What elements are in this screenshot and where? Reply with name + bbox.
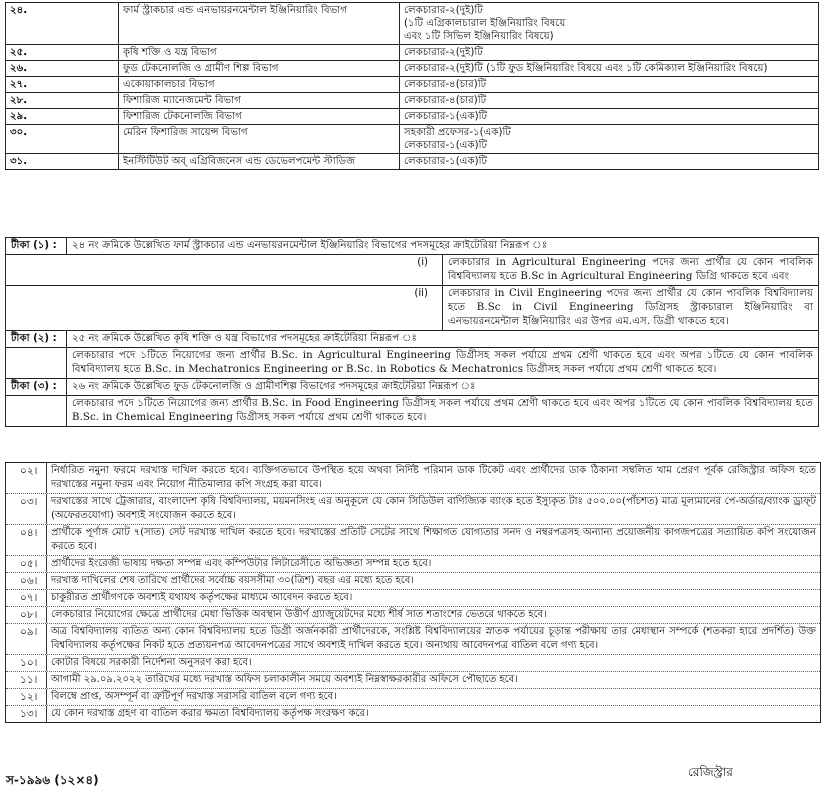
serial-number: ২৫. — [6, 45, 119, 61]
department-name: ফার্ম স্ট্রাকচার এন্ড এনভায়রনমেন্টাল ইঞ্জিনিয়ারিং বিভাগ — [119, 3, 400, 45]
position-row — [6, 109, 819, 125]
condition-item — [6, 689, 820, 706]
note-3-header — [6, 379, 819, 396]
post-details: লেকচারার-১(এক)টি — [400, 109, 819, 125]
post-details: লেকচারার-২(দুই)টি (১টি এগ্রিকালচারাল ইঞ্জিনিয়ারিং বিষয়ে এবং ১টি সিভিল ইঞ্জিনিয়ারিং বিষয়ে) — [400, 3, 819, 45]
note-2-header — [6, 331, 819, 348]
condition-number: ০৫। — [20, 558, 38, 570]
department-name: ফুড টেকনোলজি ও গ্রামীণ শিল্প বিভাগ — [119, 61, 400, 77]
condition-number: ০৩। — [20, 496, 38, 508]
note-3-body: লেকচারার পদে ১টিতে নিয়োগের জন্য প্রার্থীর B.Sc. in Food Engineering ডিগ্রীসহ সকল পর্যায়ে প্রথম শ্রেণী থাকতে হবে এবং অপর ১টিতে যে কোন পাবলিক বিশ্ববিদ্যালয় হতে B.Sc. in Chemical Engineering ডিগ্রীসহ সকল পর্যায়ে প্রথম শ্রেণী থাকতে হবে। — [67, 396, 819, 427]
department-name: কৃষি শক্তি ও যন্ত্র বিভাগ — [119, 45, 400, 61]
post-details: লেকচারার-৪(চার)টি — [400, 77, 819, 93]
note-2-body-row — [6, 348, 819, 379]
post-details: লেকচারার-৪(চার)টি — [400, 93, 819, 109]
position-row — [6, 61, 819, 77]
note-1-label: টীকা (১) : — [6, 238, 67, 255]
condition-item — [6, 494, 820, 525]
condition-text: প্রার্থীদের ইংরেজী ভাষায় দক্ষতা সম্পন্ন এবং কম্পিউটার লিটারেসীতে অভিজ্ঞতা সম্পন্ন হতে হবে। — [46, 556, 820, 572]
condition-text: যে কোন দরখাস্ত গ্রহণ বা বাতিল করার ক্ষমতা বিশ্ববিদ্যালয় কর্তৃপক্ষ সংরক্ষণ করে। — [46, 706, 820, 722]
serial-number: ২৮. — [6, 93, 119, 109]
serial-number: ৩১. — [6, 154, 119, 170]
department-name: ফিশারিজ টেকনোলজি বিভাগ — [119, 109, 400, 125]
note-1-heading: ২৪ নং ক্রমিকে উল্লেখিত ফার্ম স্ট্রাকচার এন্ড এনভায়রনমেন্টাল ইঞ্জিনিয়ারিং বিভাগের পদসমূহের ক্রাইটেরিয়া নিম্নরূপ ঃ — [67, 238, 819, 255]
condition-item — [6, 525, 820, 556]
post-details: লেকচারার-২(দুই)টি — [400, 45, 819, 61]
general-conditions-list — [5, 462, 821, 723]
position-row — [6, 77, 819, 93]
condition-number: ০৪। — [20, 527, 38, 539]
post-details: সহকারী প্রফেসর-১(এক)টি লেকচারার-১(এক)টি — [400, 125, 819, 154]
registrar-signature: রেজিস্ট্রার — [688, 765, 733, 779]
note-1-item-i-text: লেকচারার in Agricultural Engineering পদের জন্য প্রার্থীর যে কোন পাবলিক বিশ্ববিদ্যালয় হতে B.Sc in Agricultural Engineering ডিগ্রি থাকতে হবে এবং — [443, 255, 819, 286]
position-row — [6, 154, 819, 170]
department-name: ফিশারিজ ম্যানেজমেন্ট বিভাগ — [119, 93, 400, 109]
note-1-item-i-label: (i) — [6, 255, 443, 286]
condition-text: অত্র বিশ্ববিদ্যালয় ব্যতিত অন্য কোন বিশ্ববিদ্যালয় হতে ডিগ্রী অর্জনকারী প্রার্থীদেরকে, সংশ্লিষ্ট বিশ্ববিদ্যালয়ের স্নাতক পর্যায়ের চূড়ান্ত পরীক্ষায় তার মেধাস্থান সম্পর্কে (শতকরা হারে প্রদর্শিত) উক্ত বিশ্ববিদ্যালয় কর্তৃপক্ষের নিকট হতে প্রত্যয়নপত্র আবেদনপত্রের সাথে অবশ্যই দাখিল করতে হবে। অন্যথায় আবেদনপত্র বাতিল বলে গণ্য হবে। — [46, 624, 820, 654]
condition-number: ০৭। — [20, 592, 38, 604]
note-2-label: টীকা (২) : — [6, 331, 67, 348]
note-1-item-ii-text: লেকচারার in Civil Engineering পদের জন্য প্রার্থীর যে কোন পাবলিক বিশ্ববিদ্যালয় হতে B.Sc in Civil Engineering ডিগ্রিসহ স্ট্রাকচারাল ইঞ্জিনিয়ারিং বা এনভায়রনমেন্টাল ইঞ্জিনিয়ারিং এর উপর এম.এস. ডিগ্রী থাকতে হবে। — [443, 286, 819, 331]
condition-item — [6, 607, 820, 624]
advertisement-code: স-১৯৯৬ (১২×৪) — [6, 773, 99, 787]
note-2-heading: ২৫ নং ক্রমিকে উল্লেখিত কৃষি শক্তি ও যন্ত্র বিভাগের পদসমূহের ক্রাইটেরিয়া নিম্নরূপ ঃ — [67, 331, 819, 348]
note-3-label: টীকা (৩) : — [6, 379, 67, 396]
note-1-item-ii-label: (ii) — [6, 286, 443, 331]
position-row — [6, 3, 819, 45]
note-1-item-ii — [6, 286, 819, 331]
positions-table — [5, 2, 819, 170]
note-2-body: লেকচারার পদে ১টিতে নিয়োগের জন্য প্রার্থীর B.Sc. in Agricultural Engineering ডিগ্রীসহ সকল পর্যায়ে প্রথম শ্রেণী থাকতে হবে এবং অপর ১টিতে যে কোন পাবলিক বিশ্ববিদ্যালয় হতে B.Sc. in Mechatronics Engineering or B.Sc. in Robotics & Mechatronics ডিগ্রীসহ সকল পর্যায়ে প্রথম শ্রেণী থাকতে হবে। — [67, 348, 819, 379]
condition-text: আগামী ২৯.০৯.২০২২ তারিখের মধ্যে দরখাস্ত অফিস চলাকালীন সময়ে অবশ্যই নিম্নস্বাক্ষরকারীর অফিসে পৌছাতে হবে। — [46, 672, 820, 688]
department-name: একোয়াকালচার বিভাগ — [119, 77, 400, 93]
criteria-notes-table — [5, 237, 819, 427]
condition-number: ১৩। — [20, 708, 38, 720]
position-row — [6, 125, 819, 154]
condition-item — [6, 556, 820, 573]
note-3-heading: ২৬ নং ক্রমিকে উল্লেখিত ফুড টেকনোলজি ও গ্রামীণশিল্প বিভাগের পদসমূহের ক্রাইটেরিয়া নিম্নরূপ ঃ — [67, 379, 819, 396]
condition-number: ১২। — [20, 691, 38, 703]
serial-number: ২৪. — [6, 3, 119, 45]
condition-number: ১১। — [20, 674, 38, 686]
condition-text: চাকুরীরত প্রার্থীগণকে অবশ্যই যথাযথ কর্তৃপক্ষের মাধ্যমে আবেদন করতে হবে। — [46, 590, 820, 606]
condition-text: প্রার্থীকে পূর্ণাঙ্গ মোট ৭(সাত) সেট দরখাস্ত দাখিল করতে হবে। দরখাস্তের প্রতিটি সেটের সাথে শিক্ষাগত যোগ্যতার সনদ ও নম্বরপত্রসহ অন্যান্য প্রয়োজনীয় কাগজপত্রের সত্যায়িত কপি সংযোজন করতে হবে। — [46, 525, 820, 555]
condition-text: দরখাস্ত দাখিলের শেষ তারিখে প্রার্থীদের সর্বোচ্চ বয়সসীমা ৩০(ত্রিশ) বছর এর মধ্যে হতে হবে। — [46, 573, 820, 589]
condition-text: নির্ধারিত নমুনা ফরমে দরখাস্ত দাখিল করতে হবে। ব্যক্তিগতভাবে উপস্থিত হয়ে অথবা নির্দিষ্ট পরিমান ডাক টিকেট এবং প্রার্থীদের ডাক ঠিকানা সম্বলিত খাম প্রেরণ পূর্বক রেজিস্ট্রার অফিস হতে দরখাস্তের নমুনা ফরম এবং নিয়োগ নীতিমালার কপি সংগ্রহ করা যাবে। — [46, 463, 820, 493]
condition-number: ০৯। — [20, 626, 38, 638]
note-1-item-i — [6, 255, 819, 286]
condition-number: ০৬। — [20, 575, 38, 587]
note-3-body-row — [6, 396, 819, 427]
position-row — [6, 45, 819, 61]
post-details: লেকচারার-২(দুই)টি (১টি ফুড ইঞ্জিনিয়ারিং বিষয়ে এবং ১টি কেমিক্যাল ইঞ্জিনিয়ারিং বিষয়ে) — [400, 61, 819, 77]
condition-item — [6, 573, 820, 590]
condition-text: দরখাস্তের সাথে ট্রেজারার, বাংলাদেশ কৃষি বিশ্ববিদ্যালয়, ময়মনসিংহ এর অনুকূলে যে কোন সিডিউল বাণিজ্যিক ব্যাংক হতে ইস্যুকৃত টাঃ ৫০০.০০(পাঁচশত) মাত্র মূল্যমানের পে-অর্ডার/ব্যাংক ড্রাফ্‌ট (অফেরতযোগ্য) অবশ্যই সংযোজন করতে হবে। — [46, 494, 820, 524]
condition-item — [6, 655, 820, 672]
condition-text: কোটার বিষয়ে সরকারী নির্দেশনা অনুসরণ করা হবে। — [46, 655, 820, 671]
post-details: লেকচারার-১(এক)টি — [400, 154, 819, 170]
condition-item — [6, 463, 820, 494]
condition-item — [6, 590, 820, 607]
department-name: মেরিন ফিশারিজ সায়েন্স বিভাগ — [119, 125, 400, 154]
condition-text: লেকচারার নিয়োগের ক্ষেত্রে প্রার্থীদের মেধা ভিত্তিক অবস্থান উত্তীর্ণ গ্র্যাজুয়েটদের মধ্যে শীর্ষ সাত শতাংশের ভেতরে থাকতে হবে। — [46, 607, 820, 623]
condition-text: বিলম্বে প্রাপ্ত, অসম্পূর্ন বা ত্রুটিপূর্ণ দরখাস্ত সরাসরি বাতিল বলে গণ্য হবে। — [46, 689, 820, 705]
serial-number: ২৬. — [6, 61, 119, 77]
condition-number: ০২। — [20, 465, 38, 477]
condition-number: ১০। — [20, 657, 38, 669]
condition-item — [6, 706, 820, 722]
position-row — [6, 93, 819, 109]
condition-item — [6, 624, 820, 655]
serial-number: ২৭. — [6, 77, 119, 93]
condition-item — [6, 672, 820, 689]
condition-number: ০৮। — [20, 609, 38, 621]
serial-number: ২৯. — [6, 109, 119, 125]
note-1-header — [6, 238, 819, 255]
serial-number: ৩০. — [6, 125, 119, 154]
department-name: ইনস্টিটিউট অব্‌ এগ্রিবিজনেস এন্ড ডেভেলপমেন্ট স্টাডিজ — [119, 154, 400, 170]
